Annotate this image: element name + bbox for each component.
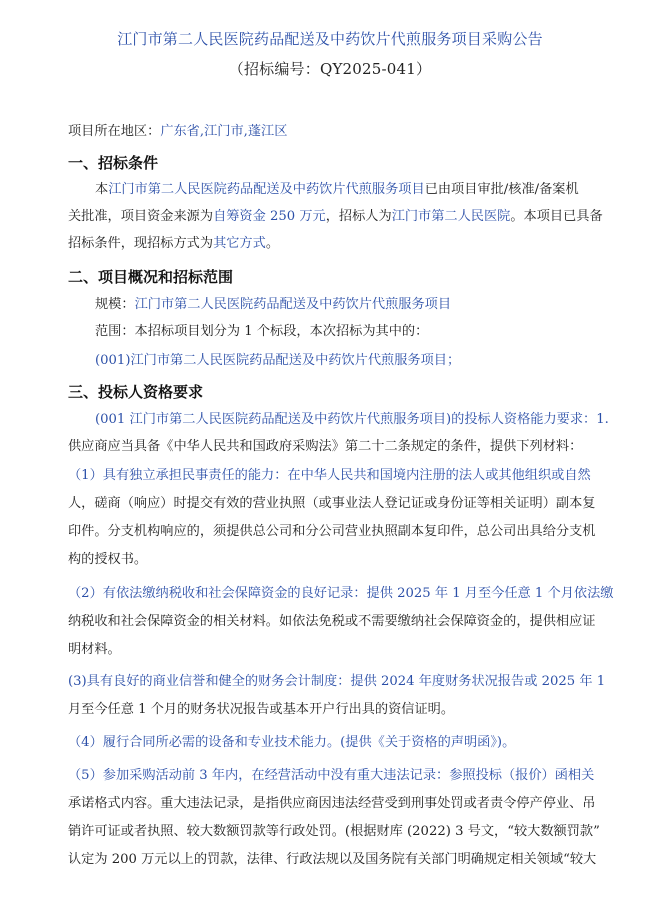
text-span: ，招标人为 [325,209,392,224]
funding-source: 自筹资金 250 万元 [213,209,326,224]
location-label: 项目所在地区： [68,124,161,139]
paragraph-line: （2）有依法缴纳税收和社会保障资金的良好记录：提供 2025 年 1 月至今任意 1 个月依法缴 [68,586,614,601]
section-heading-conditions: 一、招标条件 [68,154,159,172]
text-span: 关批准，项目资金来源为 [68,209,214,224]
scale-label: 规模： [95,297,135,312]
lot-line: (001)江门市第二人民医院药品配送及中药饮片代煎服务项目； [95,353,461,368]
text-span: 。 [265,236,279,251]
paragraph-line [95,180,615,200]
paragraph-line: 认定为 200 万元以上的罚款，法律、行政法规以及国务院有关部门明确规定相关领域“较大 [68,852,597,867]
tender-method: 其它方式 [213,236,266,251]
paragraph-line [68,207,603,227]
location-value: 广东省,江门市,蓬江区 [160,124,288,139]
paragraph-line: （4）履行合同所必需的设备和专业技术能力。(提供《关于资格的声明函》)。 [68,735,516,750]
section-heading-qualifications: 三、投标人资格要求 [68,383,204,401]
project-name: 江门市第二人民医院药品配送及中药饮片代煎服务项目 [108,182,425,197]
tenderer-name: 江门市第二人民医院 [391,209,511,224]
scale-value: 江门市第二人民医院药品配送及中药饮片代煎服务项目 [134,297,452,312]
text-span: 已由项目审批/核准/备案机 [424,182,579,197]
text-span: 招标条件，现招标方式为 [68,236,214,251]
scope-line: 范围：本招标项目划分为 1 个标段，本次招标为其中的： [95,324,429,339]
scale-line [95,295,615,315]
paragraph-line: 印件。分支机构响应的，须提供总公司和分公司营业执照副本复印件，总公司出具给分支机 [68,524,596,539]
paragraph-line: 月至今任意 1 个月的财务状况报告或基本开户行出具的资信证明。 [68,702,455,717]
paragraph-line: 承诺格式内容。重大违法记录，是指供应商因违法经营受到刑事处罚或者责令停产停业、吊 [68,796,596,811]
paragraph-line: 构的授权书。 [68,552,148,567]
paragraph-line: （1）具有独立承担民事责任的能力：在中华人民共和国境内注册的法人或其他组织或自然 [68,468,591,483]
document-title: 江门市第二人民医院药品配送及中药饮片代煎服务项目采购公告 [117,30,543,48]
paragraph-line: (001 江门市第二人民医院药品配送及中药饮片代煎服务项目)的投标人资格能力要求：1. [95,412,609,427]
paragraph-line: 纳税收和社会保障资金的相关材料。如依法免税或不需要缴纳社会保障资金的，提供相应证 [68,614,596,629]
text-span: 本 [95,182,109,197]
paragraph-line: 明材料。 [68,642,121,657]
paragraph-line [68,234,588,254]
paragraph-line: 供应商应当具备《中华人民共和国政府采购法》第二十二条规定的条件，提供下列材料： [68,439,583,454]
project-location [68,122,588,142]
text-span: 。本项目已具备 [510,209,603,224]
paragraph-line: 人，磋商（响应）时提交有效的营业执照（或事业法人登记证或身份证等相关证明）副本复 [68,496,596,511]
paragraph-line: （5）参加采购活动前 3 年内，在经营活动中没有重大违法记录：参照投标（报价）函相关 [68,768,595,783]
paragraph-line: (3)具有良好的商业信誉和健全的财务会计制度：提供 2024 年度财务状况报告或 2025 年 1 [68,674,606,689]
tender-code: （招标编号：QY2025-041） [228,60,432,78]
paragraph-line: 销许可证或者执照、较大数额罚款等行政处罚。(根据财库 (2022) 3 号文，“较大数额罚款” [68,824,600,839]
section-heading-overview: 二、项目概况和招标范围 [68,268,234,286]
